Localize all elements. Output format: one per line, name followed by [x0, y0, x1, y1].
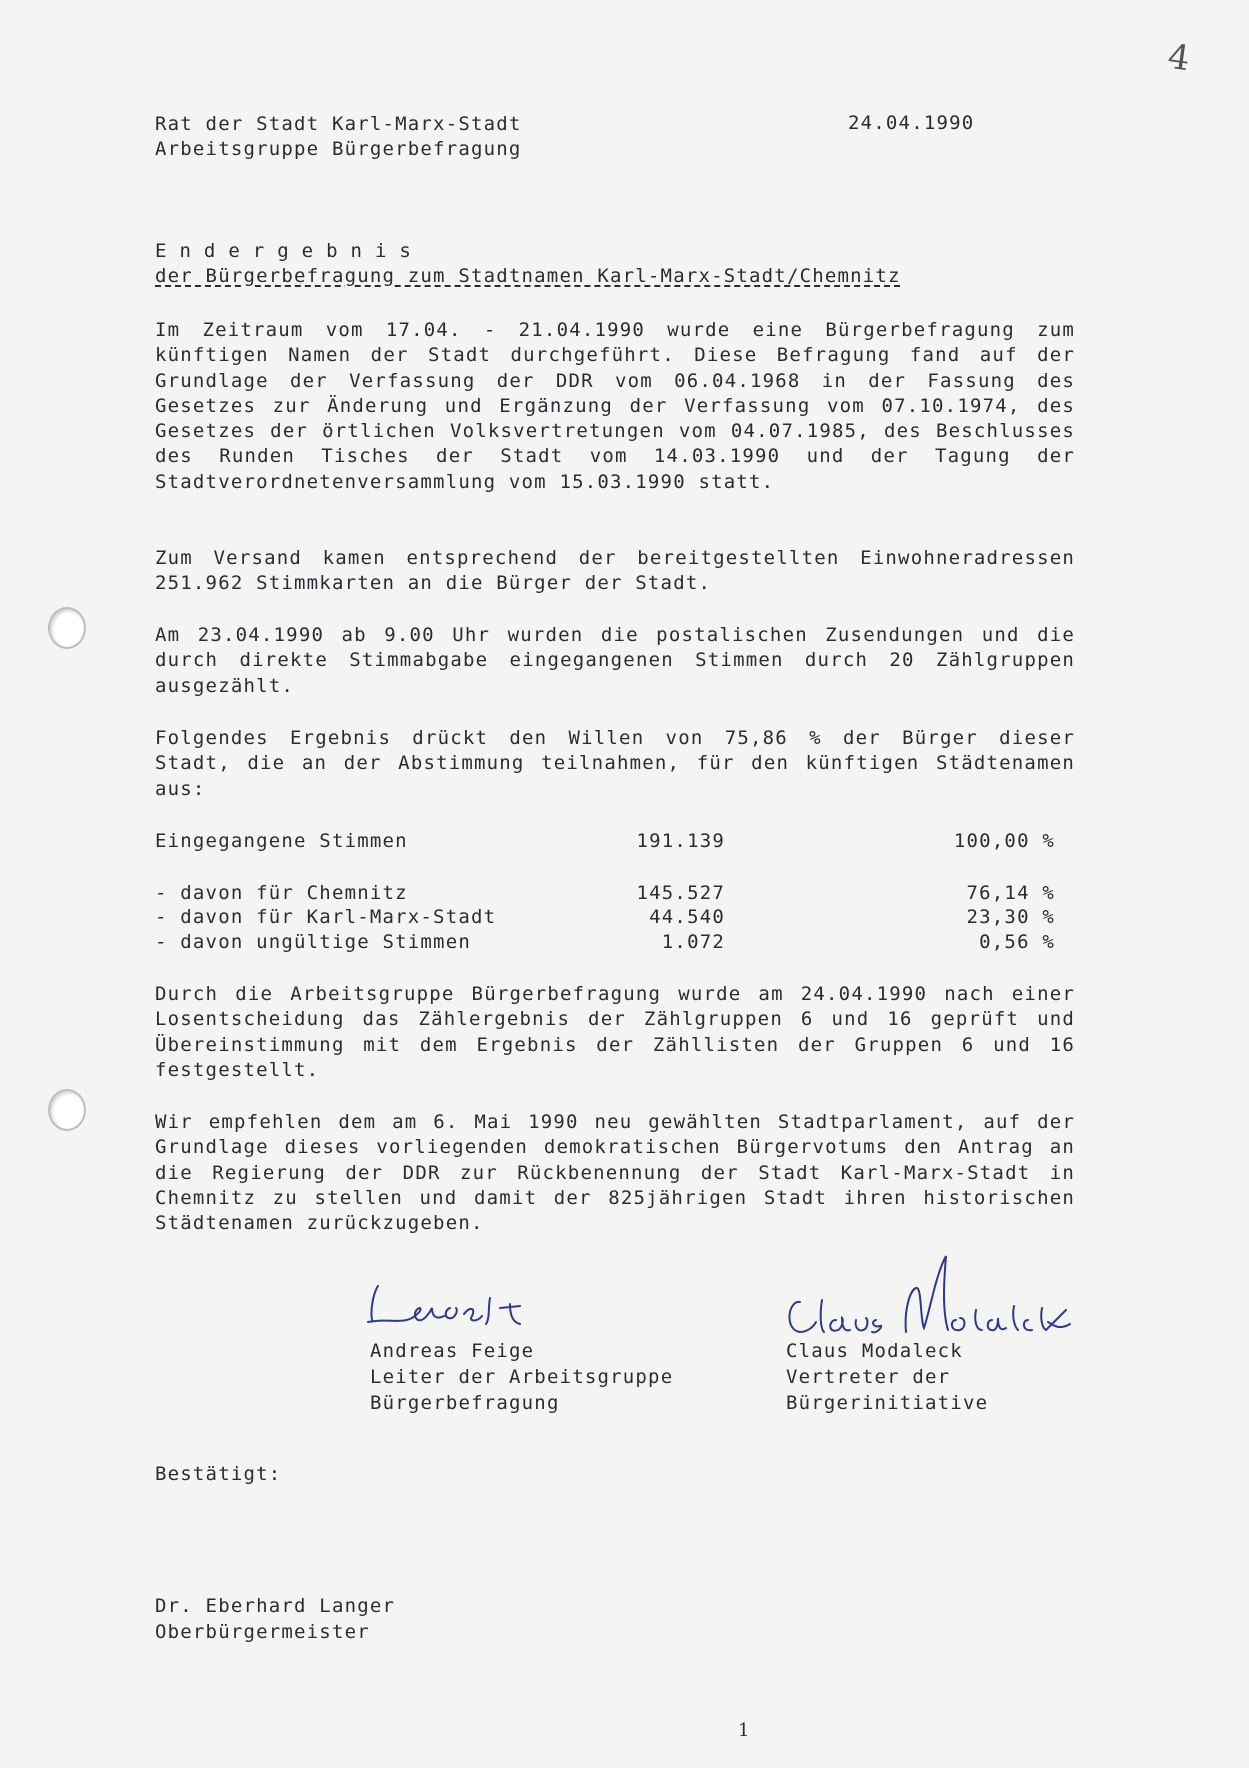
- mayor-title: Oberbürgermeister: [155, 1621, 370, 1643]
- result-count: 44.540: [649, 906, 725, 928]
- paragraph-result-intro: Folgendes Ergebnis drückt den Willen von 75,86 % der Bürger dieser Stadt, die an der Abstimmung teilnahmen, für den künftigen Städtenamen aus:: [155, 727, 1075, 800]
- result-row-karl-marx-stadt: [155, 906, 1055, 932]
- signatory-role: Leiter der Arbeitsgruppe: [370, 1366, 674, 1388]
- signatory-name: Andreas Feige: [370, 1340, 535, 1362]
- paragraph-recommendation: Wir empfehlen dem am 6. Mai 1990 neu gewählten Stadtparlament, auf der Grundlage dieses vorliegenden demokratischen Bürgervotums den Antrag an die Regierung der DDR zur Rückbenennung der Stadt Karl-Marx-Stadt in Chemnitz zu stellen und damit der 825jährigen Stadt ihren historischen Städtenamen zurückzugeben.: [155, 1111, 1075, 1235]
- signatory-role: Bürgerbefragung: [370, 1392, 560, 1414]
- result-label: - davon für Chemnitz: [155, 882, 408, 904]
- paragraph-distribution: Zum Versand kamen entsprechend der bereitgestellten Einwohneradressen 251.962 Stimmkarten an die Bürger der Stadt.: [155, 547, 1075, 595]
- signature-modaleck: [770, 1250, 1090, 1345]
- signatory-role: Bürgerinitiative: [786, 1392, 989, 1414]
- result-label: Eingegangene Stimmen: [155, 830, 408, 852]
- punch-hole: [48, 1089, 86, 1131]
- handwritten-page-mark: 4: [1165, 36, 1193, 80]
- result-row-total: [155, 830, 1055, 856]
- signatory-left: [370, 1338, 673, 1416]
- signatory-role: Vertreter der: [786, 1366, 951, 1388]
- punch-hole: [48, 607, 86, 649]
- document-subtitle: der Bürgerbefragung zum Stadtnamen Karl-Marx-Stadt/Chemnitz: [155, 265, 901, 287]
- result-label: - davon für Karl-Marx-Stadt: [155, 906, 497, 928]
- paragraph-counting: Am 23.04.1990 ab 9.00 Uhr wurden die postalischen Zusendungen und die durch direkte Stimmabgabe eingegangenen Stimmen durch 20 Zählgruppen ausgezählt.: [155, 624, 1075, 697]
- result-percent: 100,00 %: [953, 830, 1055, 852]
- signatory-right: [786, 1338, 988, 1416]
- paragraph-verification: Durch die Arbeitsgruppe Bürgerbefragung wurde am 24.04.1990 nach einer Losentscheidung das Zählergebnis der Zählgruppen 6 und 16 geprüft und Übereinstimmung mit dem Ergebnis der Zähllisten der Gruppen 6 und 16 festgestellt.: [155, 983, 1075, 1081]
- mayor-name: Dr. Eberhard Langer: [155, 1595, 396, 1617]
- page-number: 1: [738, 1720, 750, 1741]
- result-label: - davon ungültige Stimmen: [155, 931, 471, 953]
- confirmation-label: Bestätigt:: [155, 1463, 282, 1485]
- signatory-name: Claus Modaleck: [786, 1340, 963, 1362]
- result-count: 1.072: [661, 931, 725, 953]
- result-percent: 0,56 %: [979, 931, 1055, 953]
- letterhead: [155, 112, 522, 162]
- document-title: Endergebnis: [155, 240, 424, 262]
- organization-name: Rat der Stadt Karl-Marx-Stadt: [155, 113, 522, 135]
- result-count: 145.527: [636, 882, 725, 904]
- mayor-block: [155, 1593, 395, 1645]
- result-row-chemnitz: [155, 882, 1055, 908]
- result-percent: 23,30 %: [966, 906, 1055, 928]
- result-percent: 76,14 %: [966, 882, 1055, 904]
- signature-feige: [360, 1278, 560, 1338]
- result-count: 191.139: [636, 830, 725, 852]
- paragraph-survey-period: Im Zeitraum vom 17.04. - 21.04.1990 wurde eine Bürgerbefragung zum künftigen Namen der Stadt durchgeführt. Diese Befragung fand auf der Grundlage der Verfassung der DDR vom 06.04.1968 in der Fassung des Gesetzes zur Änderung und Ergänzung der Verfassung vom 07.10.1974, des Gesetzes der örtlichen Volksvertretungen vom 04.07.1985, des Beschlusses des Runden Tisches der Stadt vom 14.03.1990 und der Tagung der Stadtverordnetenversammlung vom 15.03.1990 statt.: [155, 319, 1075, 493]
- working-group-name: Arbeitsgruppe Bürgerbefragung: [155, 138, 522, 160]
- result-row-invalid: [155, 931, 1055, 957]
- document-date: 24.04.1990: [848, 112, 975, 134]
